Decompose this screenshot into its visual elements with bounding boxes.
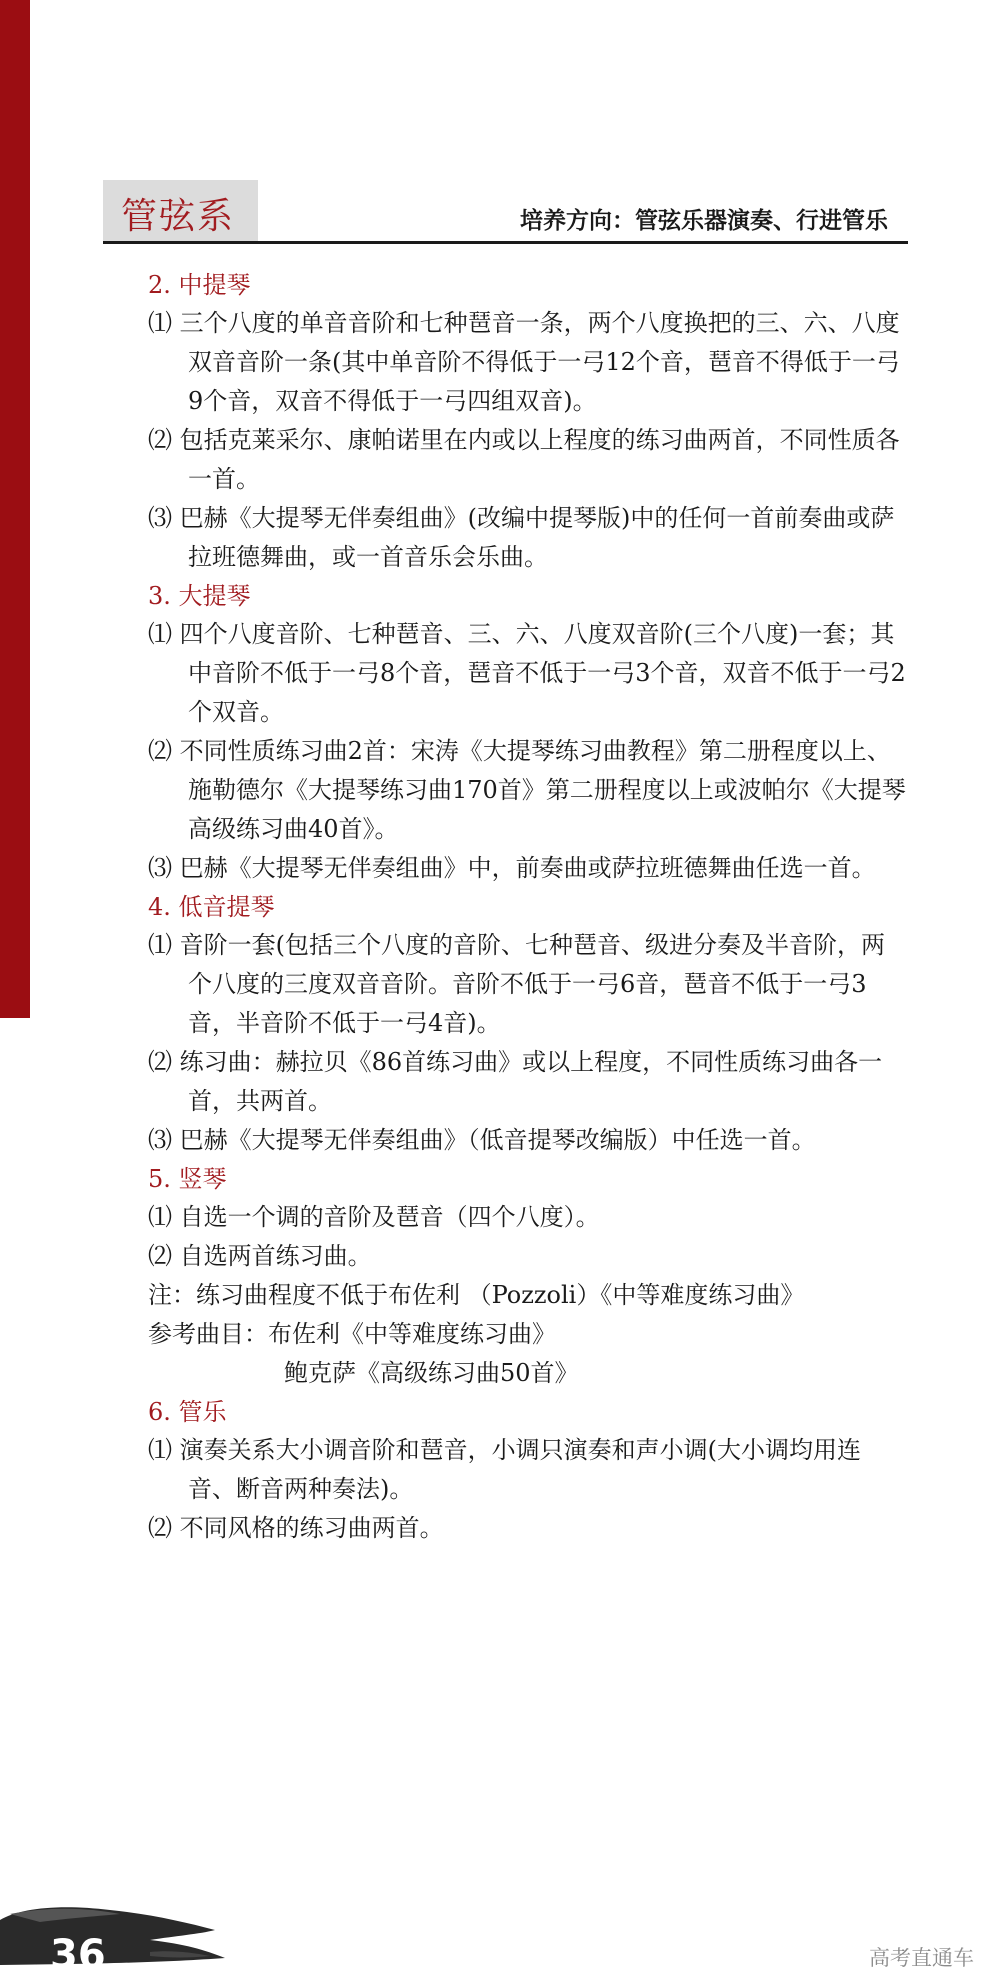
list-item: ⑴ 三个八度的单音音阶和七种琶音一条，两个八度换把的三、六、八度双音音阶一条(其中单音阶不得低于一弓12个音，琶音不得低于一弓9个音，双音不得低于一弓四组双音)。 bbox=[148, 309, 900, 415]
section-title-cello: 3. 大提琴 bbox=[148, 582, 251, 610]
left-accent-bar bbox=[0, 0, 30, 1018]
section-title-viola: 2. 中提琴 bbox=[148, 271, 251, 299]
department-label-box bbox=[103, 180, 258, 242]
list-item: ⑵ 包括克莱采尔、康帕诺里在内或以上程度的练习曲两首，不同性质各一首。 bbox=[148, 426, 900, 493]
list-item: ⑶ 巴赫《大提琴无伴奏组曲》(改编中提琴版)中的任何一首前奏曲或萨拉班德舞曲，或一首音乐会乐曲。 bbox=[148, 504, 895, 571]
department-title: 管弦系 bbox=[121, 196, 236, 237]
training-direction: 培养方向：管弦乐器演奏、行进管乐 bbox=[520, 207, 888, 234]
harp-note: 注：练习曲程度不低于布佐利 （Pozzoli）《中等难度练习曲》 bbox=[148, 1281, 805, 1309]
brush-stroke-decoration bbox=[0, 1900, 230, 1965]
page-header bbox=[103, 180, 908, 244]
main-content bbox=[148, 266, 908, 1548]
list-item: ⑴ 自选一个调的音阶及琶音（四个八度）。 bbox=[148, 1203, 600, 1231]
reference-line-2: 鲍克萨《高级练习曲50首》 bbox=[284, 1359, 579, 1387]
section-title-winds: 6. 管乐 bbox=[148, 1398, 227, 1426]
section-title-double-bass: 4. 低音提琴 bbox=[148, 893, 275, 921]
header-divider bbox=[103, 241, 908, 244]
watermark-text: 高考直通车 bbox=[869, 1946, 974, 1970]
list-item: ⑶ 巴赫《大提琴无伴奏组曲》（低音提琴改编版）中任选一首。 bbox=[148, 1126, 816, 1154]
reference-line-1: 参考曲目：布佐利《中等难度练习曲》 bbox=[148, 1320, 556, 1348]
page-number: 36 bbox=[50, 1932, 106, 1978]
list-item: ⑵ 自选两首练习曲。 bbox=[148, 1242, 372, 1270]
list-item: ⑵ 练习曲：赫拉贝《86首练习曲》或以上程度，不同性质练习曲各一首，共两首。 bbox=[148, 1048, 883, 1115]
list-item: ⑴ 四个八度音阶、七种琶音、三、六、八度双音阶(三个八度)一套；其中音阶不低于一弓8个音，琶音不低于一弓3个音，双音不低于一弓2个双音。 bbox=[148, 620, 906, 726]
list-item: ⑶ 巴赫《大提琴无伴奏组曲》中，前奏曲或萨拉班德舞曲任选一首。 bbox=[148, 854, 876, 882]
list-item: ⑴ 音阶一套(包括三个八度的音阶、七种琶音、级进分奏及半音阶，两个八度的三度双音音阶。音阶不低于一弓6音，琶音不低于一弓3音，半音阶不低于一弓4音)。 bbox=[148, 931, 885, 1037]
list-item: ⑵ 不同风格的练习曲两首。 bbox=[148, 1514, 444, 1542]
list-item: ⑴ 演奏关系大小调音阶和琶音，小调只演奏和声小调(大小调均用连音、断音两种奏法)。 bbox=[148, 1436, 861, 1503]
section-title-harp: 5. 竖琴 bbox=[148, 1165, 227, 1193]
list-item: ⑵ 不同性质练习曲2首：宋涛《大提琴练习曲教程》第二册程度以上、施勒德尔《大提琴练习曲170首》第二册程度以上或波帕尔《大提琴高级练习曲40首》。 bbox=[148, 737, 906, 843]
